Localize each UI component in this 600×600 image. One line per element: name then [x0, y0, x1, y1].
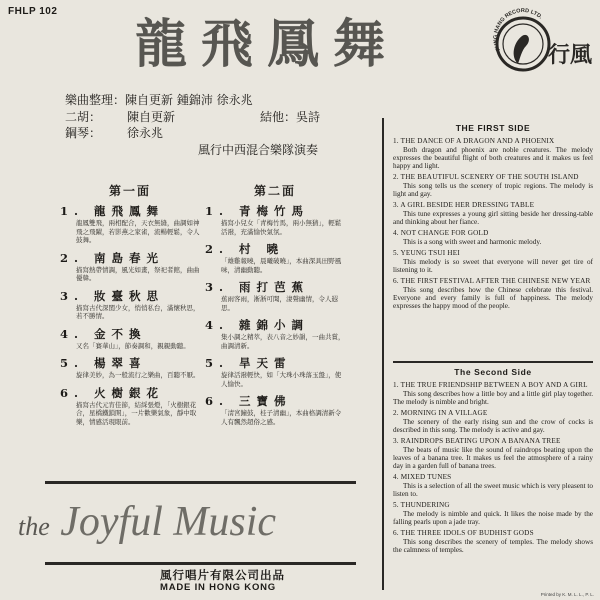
track-description: 龍鳳雙飛，兩相配合，天衣無縫，曲調如神飛之飛躍，若影燕之家雀，流暢輕鬆，令人鼓舞。	[76, 219, 200, 244]
track-description: 「淸宮鐘鼓，桂子清幽」，本曲格調清新令人有飄然超俗之感。	[221, 409, 342, 426]
track-title: 6. 三寶佛	[205, 394, 292, 408]
track-item	[393, 501, 593, 526]
track-description: 描寫古代元宵佳節，結綵張燈，「火樹銀花合，星橋鐵鎖開」，一片歡樂氣象，靜中取樂，情感活現眼前。	[76, 400, 197, 426]
credit-value: 陳自更新	[127, 109, 176, 124]
track-title: 1. THE DANCE OF A DRAGON AND A PHOENIX	[393, 137, 555, 145]
track-title: 1. 青梅竹馬	[205, 204, 310, 218]
track-title: 4. NOT CHANGE FOR GOLD	[393, 229, 489, 238]
track-title: 6. THE THREE IDOLS OF BUDHIST GODS	[393, 529, 534, 538]
track-description: This melody is so sweet that everyone will never get tire of listening to it.	[393, 257, 593, 274]
track-title: 4. 雜錦小調	[205, 318, 310, 332]
track-description: This song describes the scenery of temples. The melody shows the calmness of temples.	[393, 537, 593, 554]
credit-row	[65, 92, 355, 109]
credit-value: 徐永兆	[127, 126, 164, 140]
logo-label: 行風	[548, 42, 593, 68]
track-item	[205, 241, 345, 274]
chinese-side-one	[60, 182, 200, 431]
credit-key: 結他：	[260, 109, 297, 124]
track-description: 「雄雞報曉，晨曦破曉」，本曲深具田野風味，清幽動聽。	[221, 257, 342, 274]
track-item	[60, 355, 200, 380]
credit-key: 樂曲整理：	[65, 93, 126, 107]
track-title: 5. YEUNG TSUI HEI	[393, 249, 460, 257]
track-item	[205, 279, 345, 312]
track-item	[60, 326, 200, 351]
divider	[45, 562, 356, 565]
track-description: 描寫熱帶情調，風光如畫，祭祀者館，曲曲優韓。	[76, 265, 200, 282]
track-description: 集小調之精萃，表八音之妙韻，一曲共賞，曲調清新。	[221, 333, 345, 350]
album-title-chinese: 龍飛鳳舞	[135, 14, 400, 75]
section-rule	[393, 361, 593, 363]
track-item	[393, 229, 593, 246]
credit-value: 吳詩	[296, 109, 321, 124]
track-item	[60, 385, 200, 427]
vertical-divider	[382, 118, 384, 590]
divider	[45, 481, 356, 484]
track-title: 2. 村 曉	[205, 242, 285, 256]
credit-key: 二胡：	[65, 109, 102, 124]
publisher-credit: 風行唱片有限公司出品	[160, 568, 285, 582]
track-item	[393, 409, 593, 434]
track-title: 5. THUNDERING	[393, 501, 450, 510]
track-description: The scenery of the early rising sun and the crow of cocks is described in this song. The melody is active and gay.	[393, 417, 593, 434]
track-title: 6. THE FIRST FESTIVAL AFTER THE CHINESE NEW YEAR	[393, 277, 591, 285]
printer-credit: Printed by K. M. L. L., P. L.	[540, 592, 594, 597]
track-item	[393, 437, 593, 470]
english-album-title	[18, 498, 276, 546]
chinese-side-two	[205, 182, 345, 431]
track-title: 2. THE BEAUTIFUL SCENERY OF THE SOUTH ISLAND	[393, 173, 579, 182]
track-item	[393, 381, 593, 406]
title-article: the	[18, 512, 50, 541]
orchestra-credit: 風行中西混合樂隊演奏	[198, 143, 319, 157]
credits-block	[65, 92, 355, 142]
track-description: 描寫古代深閨少女，悄悄私台，滿懷秋思，若不勝情。	[76, 303, 200, 320]
credit-key: 鋼琴：	[65, 126, 102, 140]
track-title: 3. RAINDROPS BEATING UPON A BANANA TREE	[393, 437, 561, 445]
track-item	[393, 173, 593, 198]
logo-ring-text: FUNG HANG RECORD LTD.	[492, 8, 544, 52]
track-title: 2. MORNING IN A VILLAGE	[393, 409, 488, 417]
track-item	[393, 529, 593, 554]
track-item	[60, 250, 200, 283]
track-description: This song describes how the Chinese celebrate this festival. Everyone and every family is full of happiness. The melody expresses the happy mood of the people.	[393, 285, 593, 310]
track-title: 2. 南島春光	[60, 250, 165, 265]
track-item	[205, 203, 345, 236]
track-item	[393, 473, 593, 498]
track-title: 6. 火樹銀花	[60, 385, 165, 400]
track-description: 描寫小兒女「青梅竹馬，兩小無猜」，輕鬆活潑，充滿愉快氣氛。	[221, 219, 342, 236]
track-description: This is a selection of all the sweet music which is very pleasent to listen to.	[393, 481, 593, 498]
track-item	[393, 249, 593, 274]
credit-value: 陳自更新 鍾錦沛 徐永兆	[125, 93, 253, 107]
track-description: 旋律活潑輕快，如「大珠小珠落玉盤」，使人愉快。	[221, 371, 342, 388]
track-title: 3. 雨打芭蕉	[205, 280, 310, 294]
made-in-label: MADE IN HONG KONG	[160, 582, 276, 593]
track-title: 1. 龍飛鳳舞	[60, 204, 165, 218]
side-heading: 第二面	[253, 184, 296, 198]
track-description: This is a song with sweet and harmonic melody.	[403, 237, 542, 246]
catalog-number: FHLP 102	[8, 6, 58, 17]
track-title: 3. 妝臺秋思	[60, 288, 165, 303]
side-heading: 第一面	[108, 184, 151, 198]
side-heading: THE FIRST SIDE	[455, 123, 531, 133]
first-side-list	[393, 123, 593, 313]
track-item	[205, 393, 345, 426]
track-description: 蕉雨客雨，淅淅可聞，淒聲幽情，令人遐思。	[221, 295, 338, 312]
track-description: 又名「賽華山」，節奏調和，親親動聽。	[76, 341, 190, 350]
track-title: 1. THE TRUE FRIENDSHIP BETWEEN A BOY AND A GIRL	[393, 381, 588, 389]
track-title: 4. 金不換	[60, 326, 147, 341]
track-description: Both dragon and phoenix are noble creatures. The melody expresses the beautiful flight of both creatures and it makes us feel happy and light.	[393, 145, 593, 170]
title-main: Joyful Music	[60, 499, 277, 545]
track-item	[393, 137, 593, 170]
track-description: This song tells us the scenery of tropic regions. The melody is light and gay.	[393, 181, 593, 198]
track-item	[205, 317, 345, 350]
track-item	[60, 288, 200, 321]
track-description: The beats of music like the sound of raindrops beating upon the leaves of a banana tree. It makes us feel the atmosphere of a rainy day in a garden full of banana trees.	[393, 445, 593, 470]
track-description: The melody is nimble and quick. It likes the noise made by the falling pearls upon a jade tray.	[393, 509, 593, 526]
fung-hang-logo	[488, 6, 598, 78]
track-title: 5. 旱天雷	[205, 356, 292, 370]
track-item	[393, 201, 593, 226]
track-title: 5. 楊翠喜	[60, 356, 147, 370]
credit-row	[65, 125, 355, 142]
track-item	[60, 203, 200, 245]
track-item	[393, 277, 593, 310]
track-title: 3. A GIRL BESIDE HER DRESSING TABLE	[393, 201, 535, 210]
second-side-list	[393, 367, 593, 557]
side-heading: The Second Side	[454, 367, 532, 377]
track-item	[205, 355, 345, 388]
track-title: 4. MIXED TUNES	[393, 473, 452, 482]
track-description: 旋律美妙，為一般流行之樂曲，百聽不厭。	[76, 371, 200, 379]
track-description: This tune expresses a young girl sitting beside her dressing-table and thinking about her fiance.	[393, 209, 593, 226]
credit-row	[65, 109, 355, 126]
track-description: This song describes how a little boy and a little girl play together. The melody is nimble and bright.	[393, 389, 593, 406]
